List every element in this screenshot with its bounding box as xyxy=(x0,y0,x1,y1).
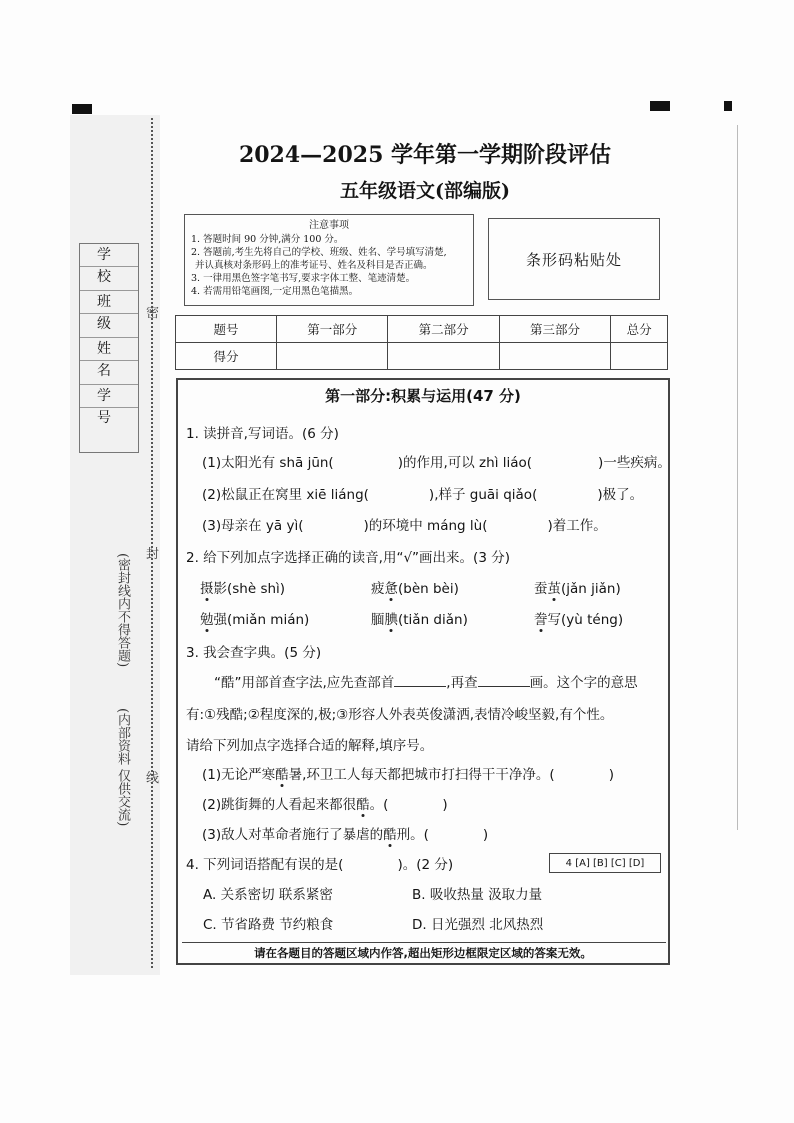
q1-line2: (2)松鼠正在窝里 xiē liáng( ),样子 guāi qiǎo( )极了。 xyxy=(202,487,644,503)
q2-option[interactable]: 蚕茧(jǎn jiǎn) xyxy=(534,577,621,597)
q4-option-d[interactable]: D. 日光强烈 北风热烈 xyxy=(412,917,544,933)
student-info-box xyxy=(79,243,139,453)
q3-para3: 请给下列加点字选择合适的解释,填序号。 xyxy=(186,738,434,754)
score-header-cell: 总分 xyxy=(611,316,668,343)
q2-stem: 2. 给下列加点字选择正确的读音,用“√”画出来。(3 分) xyxy=(186,550,510,566)
seal-char-feng: 封 xyxy=(146,547,160,562)
seal-char-mi: 密 xyxy=(146,306,160,321)
q3-sentence1: (1)无论严寒酷暑,环卫工人每天都把城市打扫得干干净净。( ) xyxy=(202,763,614,783)
registration-mark-left xyxy=(72,104,92,114)
radical-blank[interactable] xyxy=(394,673,446,687)
exam-title: 2024—2025 学年第一学期阶段评估 xyxy=(238,142,612,168)
score-header-cell: 题号 xyxy=(176,316,277,343)
notice-item: 4. 若需用铅笔画图,一定用黑色笔描黑。 xyxy=(191,286,359,297)
score-row xyxy=(176,343,668,370)
exam-subtitle: 五年级语文(部编版) xyxy=(340,180,510,202)
barcode-area xyxy=(488,218,660,300)
q4-option-c[interactable]: C. 节省路费 节约粮食 xyxy=(203,917,334,933)
q1-stem: 1. 读拼音,写词语。(6 分) xyxy=(186,426,339,442)
score-cell-total xyxy=(611,343,668,370)
sidebar-note-internal: (内部资料 仅供交流) xyxy=(115,708,130,827)
q3-sentence2: (2)跳街舞的人看起来都很酷。( ) xyxy=(202,793,448,813)
notice-item: 2. 答题前,考生先将自己的学校、班级、姓名、学号填写清楚, xyxy=(191,247,447,258)
name-label: 姓 名 xyxy=(97,341,121,379)
q4-option-b[interactable]: B. 吸收热量 汲取力量 xyxy=(412,887,543,903)
q3-sentence3: (3)敌人对革命者施行了暴虐的酷刑。( ) xyxy=(202,823,488,843)
class-label: 班 级 xyxy=(97,294,121,332)
sidebar-note-seal: (密封线内不得答题) xyxy=(115,553,130,668)
q3-para1: “酷”用部首查字法,应先查部首 ,再查 画。这个字的意思 xyxy=(214,675,638,691)
footer-divider xyxy=(182,942,666,943)
part1-title: 第一部分:积累与运用(47 分) xyxy=(325,387,521,405)
q2-option[interactable]: 勉强(miǎn mián) xyxy=(200,608,309,628)
score-header-cell: 第一部分 xyxy=(277,316,388,343)
notice-item: 并认真核对条形码上的准考证号、姓名及科目是否正确。 xyxy=(195,260,433,271)
q2-option[interactable]: 摄影(shè shì) xyxy=(200,577,285,597)
q2-option[interactable]: 疲惫(bèn bèi) xyxy=(371,577,459,597)
registration-mark-edge xyxy=(724,101,732,111)
q1-line1: (1)太阳光有 shā jūn( )的作用,可以 zhì liáo( )一些疾病。 xyxy=(202,455,671,471)
notice-item: 1. 答题时间 90 分钟,满分 100 分。 xyxy=(191,234,344,245)
q2-option[interactable]: 誊写(yù téng) xyxy=(534,608,623,628)
q3-para2: 有:①残酷;②程度深的,极;③形容人外表英俊潇洒,表情冷峻坚毅,有个性。 xyxy=(186,707,614,723)
q3-stem: 3. 我会查字典。(5 分) xyxy=(186,645,322,661)
score-cell-part1 xyxy=(277,343,388,370)
score-header-cell: 第三部分 xyxy=(499,316,610,343)
notice-box xyxy=(184,214,474,306)
answer-area-warning: 请在各题目的答题区域内作答,超出矩形边框限定区域的答案无效。 xyxy=(254,946,592,960)
strokes-blank[interactable] xyxy=(478,673,530,687)
page-edge-line xyxy=(737,125,738,830)
score-table xyxy=(175,315,668,370)
score-header-cell: 第二部分 xyxy=(388,316,499,343)
q4-answer-box[interactable]: 4 [A] [B] [C] [D] xyxy=(549,853,661,873)
score-row-label: 得分 xyxy=(176,343,277,370)
q2-option[interactable]: 腼腆(tiǎn diǎn) xyxy=(371,608,468,628)
score-cell-part3 xyxy=(499,343,610,370)
notice-item: 3. 一律用黑色签字笔书写,要求字体工整、笔迹清楚。 xyxy=(191,273,416,284)
student-id-label: 学 号 xyxy=(97,388,121,426)
score-cell-part2 xyxy=(388,343,499,370)
school-label: 学 校 xyxy=(97,247,121,285)
registration-mark-right xyxy=(650,101,670,111)
q1-line3: (3)母亲在 yā yì( )的环境中 máng lù( )着工作。 xyxy=(202,518,607,534)
seal-char-xian: 线 xyxy=(146,771,160,786)
notice-title: 注意事项 xyxy=(309,220,349,231)
score-header-row xyxy=(176,316,668,343)
barcode-label: 条形码粘贴处 xyxy=(525,250,622,269)
q4-option-a[interactable]: A. 关系密切 联系紧密 xyxy=(203,887,333,903)
q4-stem: 4. 下列词语搭配有误的是( )。(2 分) xyxy=(186,857,454,873)
